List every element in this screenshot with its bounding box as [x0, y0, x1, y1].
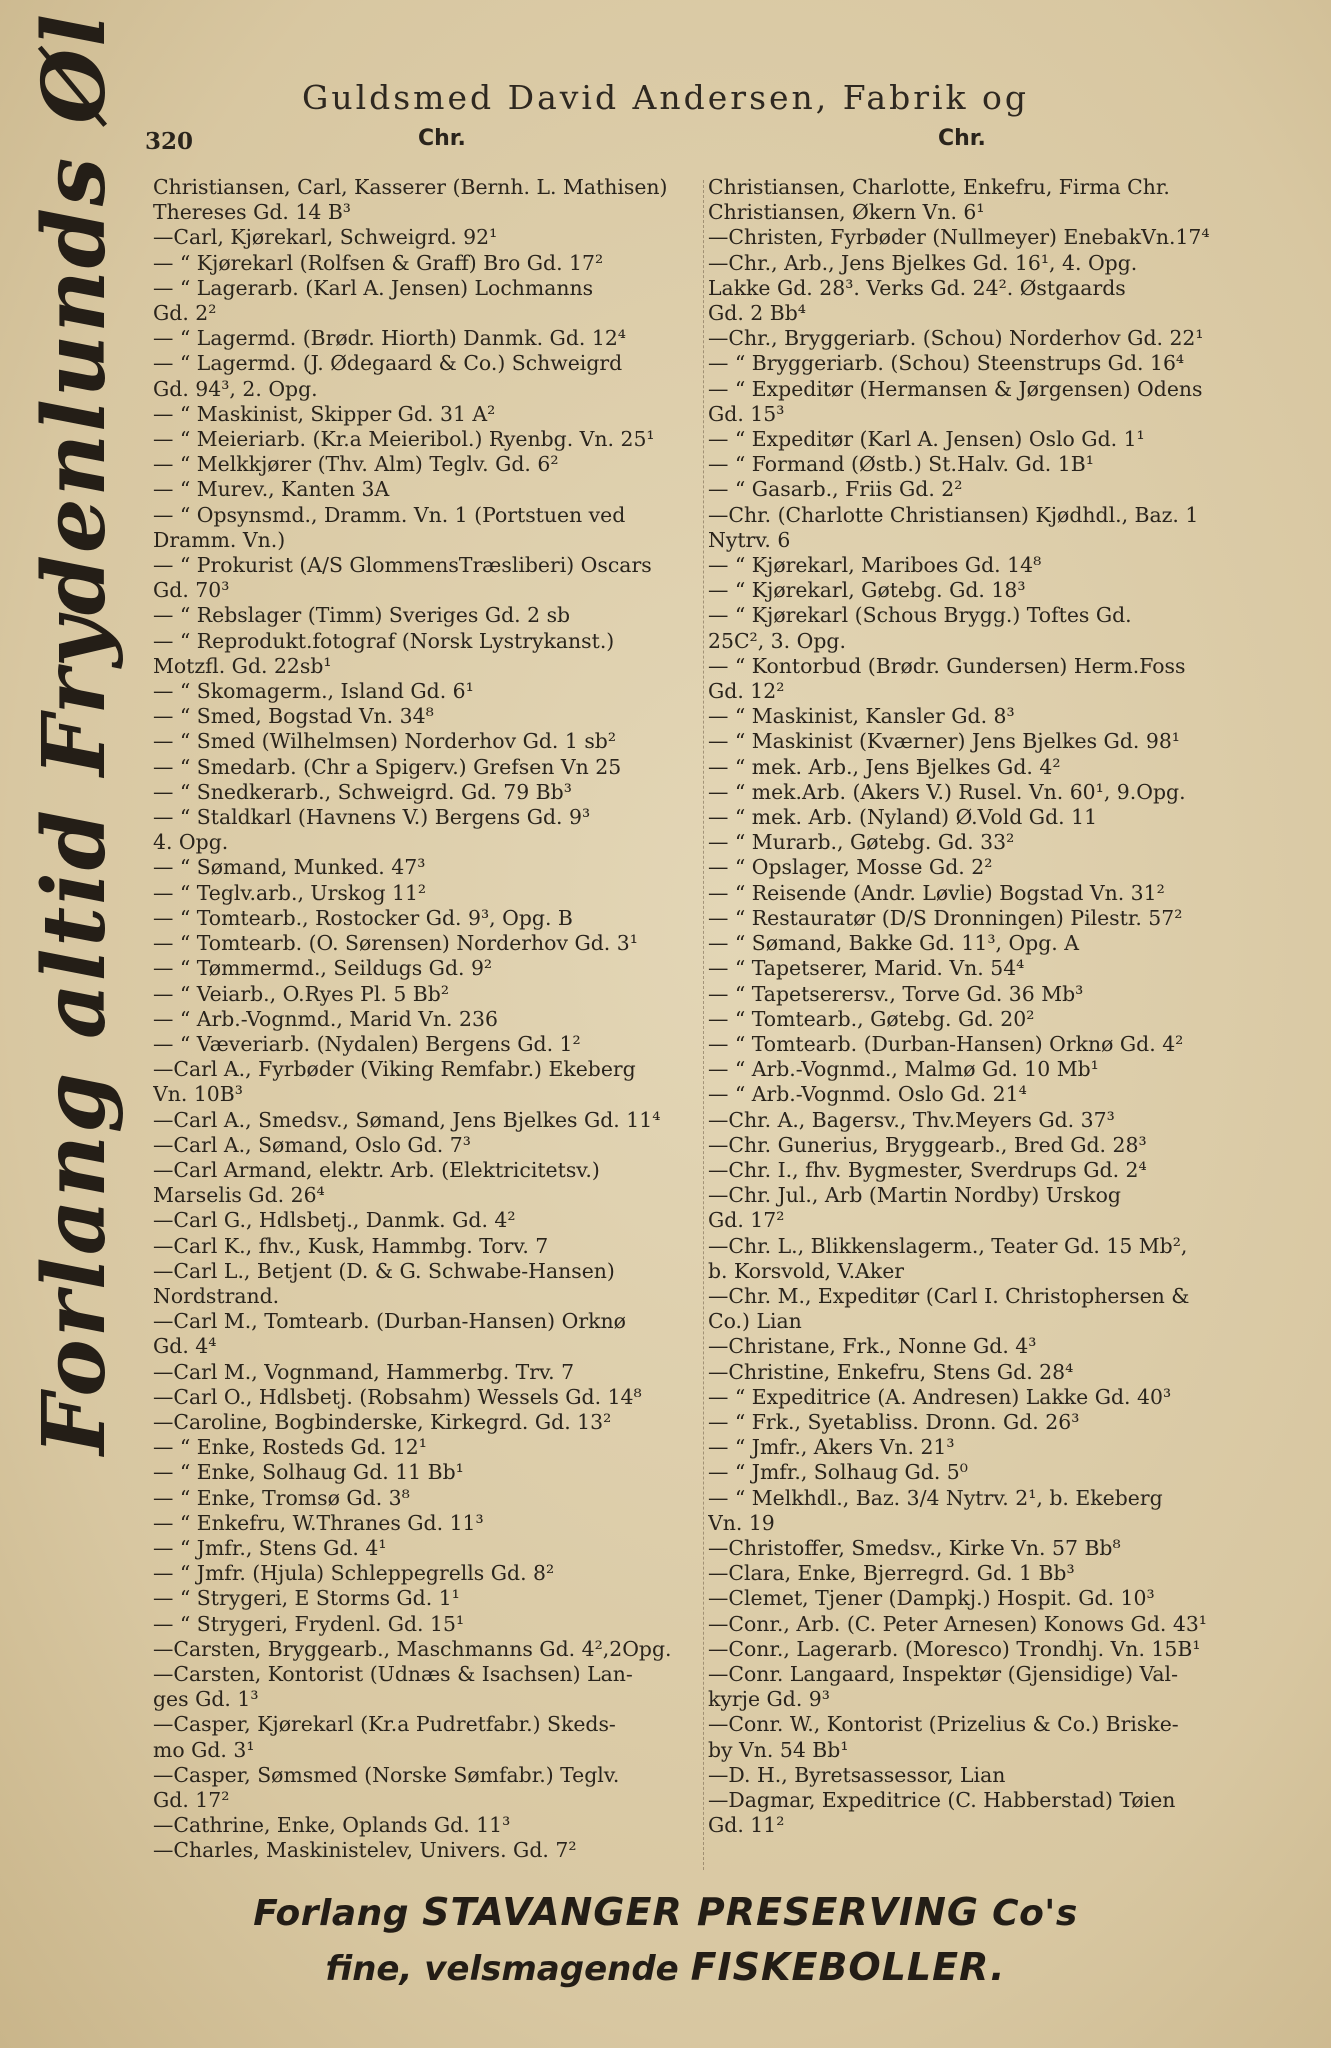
directory-entry: —Chr. M., Expeditør (Carl I. Christophersen & — [708, 1283, 1190, 1308]
directory-entry: — “ Kontorbud (Brødr. Gundersen) Herm.Foss — [708, 653, 1186, 678]
footer-ad-product: FISKEBOLLER. — [690, 1945, 1006, 1989]
directory-entry: Vn. 19 — [708, 1510, 775, 1535]
directory-entry: — “ Murev., Kanten 3A — [153, 477, 390, 502]
directory-entry: —Carl A., Fyrbøder (Viking Remfabr.) Ekeberg — [153, 1057, 636, 1082]
directory-entry: —Dagmar, Expeditrice (C. Habberstad) Tøien — [708, 1788, 1176, 1812]
directory-entry: Gd. 15³ — [708, 401, 785, 426]
directory-entry: — “ Strygeri, E Storms Gd. 1¹ — [153, 1586, 460, 1611]
directory-entry: — “ Arb.-Vognmd. Oslo Gd. 21⁴ — [708, 1082, 1027, 1107]
directory-entry: —Charles, Maskinistelev, Univers. Gd. 7² — [153, 1838, 577, 1863]
directory-entry: — “ Væveriarb. (Nydalen) Bergens Gd. 1² — [153, 1031, 581, 1056]
directory-entry: — “ Maskinist (Kværner) Jens Bjelkes Gd. 98¹ — [708, 729, 1180, 754]
directory-entry: —Carsten, Bryggearb., Maschmanns Gd. 4²,2Opg. — [153, 1636, 672, 1661]
directory-entry: —Chr., Arb., Jens Bjelkes Gd. 16¹, 4. Opg. — [708, 250, 1138, 275]
directory-entry: — “ Tømmermd., Seildugs Gd. 9² — [153, 956, 493, 981]
directory-entry: Christiansen, Charlotte, Enkefru, Firma Chr. — [708, 175, 1170, 199]
directory-entry: —D. H., Byretsassessor, Lian — [708, 1762, 1006, 1787]
directory-entry: — “ Melkhdl., Baz. 3/4 Nytrv. 2¹, b. Ekeberg — [708, 1485, 1163, 1510]
directory-entry: Motzfl. Gd. 22sb¹ — [153, 653, 332, 678]
directory-entry: — “ Tapetserersv., Torve Gd. 36 Mb³ — [708, 981, 1084, 1006]
directory-entry: — “ mek. Arb. (Nyland) Ø.Vold Gd. 11 — [708, 805, 1098, 830]
running-header: Guldsmed David Andersen, Fabrik og — [301, 78, 1030, 117]
directory-entry: — “ Jmfr. (Hjula) Schleppegrells Gd. 8² — [153, 1561, 555, 1586]
directory-entry: — “ Prokurist (A/S GlommensTræsliberi) Oscars — [153, 553, 652, 578]
directory-entry: — “ Jmfr., Solhaug Gd. 5⁰ — [708, 1460, 968, 1485]
directory-entry: Gd. 94³, 2. Opg. — [153, 376, 318, 401]
directory-entry: b. Korsvold, V.Aker — [708, 1258, 905, 1283]
footer-ad-line-2-lead: fine, velsmagende — [325, 1949, 691, 1989]
directory-entry: — “ Murarb., Gøtebg. Gd. 33² — [708, 830, 1015, 855]
directory-entry: — “ Expeditør (Karl A. Jensen) Oslo Gd. 1¹ — [708, 427, 1145, 452]
directory-entry: Gd. 70³ — [153, 578, 230, 603]
left-column-heading: Chr. — [418, 126, 466, 151]
directory-entry: — “ Strygeri, Frydenl. Gd. 15¹ — [153, 1611, 465, 1636]
directory-entry: — “ Smedarb. (Chr a Spigerv.) Grefsen Vn 25 — [153, 754, 622, 779]
directory-entry: — “ Reprodukt.fotograf (Norsk Lystrykanst.) — [153, 628, 615, 653]
directory-entry: —Chr. I., fhv. Bygmester, Sverdrups Gd. 2⁴ — [708, 1157, 1147, 1182]
directory-entry: Nytrv. 6 — [708, 527, 791, 552]
directory-entry: —Carl G., Hdlsbetj., Danmk. Gd. 4² — [153, 1208, 516, 1233]
page-number: 320 — [145, 128, 194, 155]
directory-entry: kyrje Gd. 9³ — [708, 1687, 830, 1712]
directory-entry: —Carl K., fhv., Kusk, Hammbg. Torv. 7 — [153, 1233, 549, 1258]
directory-entry: Gd. 17² — [708, 1208, 785, 1233]
directory-entry: —Conr., Lagerarb. (Moresco) Trondhj. Vn. 15B¹ — [708, 1636, 1201, 1661]
directory-entry: —Carl A., Sømand, Oslo Gd. 7³ — [153, 1132, 471, 1157]
directory-entry: ges Gd. 1³ — [153, 1687, 259, 1712]
directory-entry: — “ Maskinist, Kansler Gd. 8³ — [708, 704, 1015, 729]
directory-entry: —Christine, Enkefru, Stens Gd. 28⁴ — [708, 1359, 1074, 1384]
directory-entry: — “ Expeditør (Hermansen & Jørgensen) Odens — [708, 376, 1203, 401]
directory-entry: — “ Frk., Syetabliss. Dronn. Gd. 26³ — [708, 1409, 1080, 1434]
directory-entry: — “ Enke, Tromsø Gd. 3⁸ — [153, 1485, 410, 1510]
footer-ad-brand: STAVANGER PRESERVING — [422, 1890, 980, 1934]
directory-entry: — “ Opsynsmd., Dramm. Vn. 1 (Portstuen ved — [153, 502, 626, 527]
directory-entry: — “ Opslager, Mosse Gd. 2² — [708, 855, 993, 880]
directory-entry: —Casper, Kjørekarl (Kr.a Pudretfabr.) Skeds- — [153, 1712, 616, 1737]
directory-entry: mo Gd. 3¹ — [153, 1737, 255, 1762]
directory-entry: — “ Gasarb., Friis Gd. 2² — [708, 477, 963, 502]
directory-entry: — “ Kjørekarl, Mariboes Gd. 14⁸ — [708, 553, 1042, 578]
directory-entry: Christiansen, Carl, Kasserer (Bernh. L. Mathisen) — [153, 175, 668, 199]
directory-entry: Nordstrand. — [153, 1283, 280, 1308]
footer-ad-line-1 — [0, 1887, 1331, 1939]
directory-entry: 25C², 3. Opg. — [708, 628, 846, 653]
directory-entry: —Conr. Langaard, Inspektør (Gjensidige) Val- — [708, 1661, 1178, 1686]
directory-entry: —Chr. (Charlotte Christiansen) Kjødhdl., Baz. 1 — [708, 502, 1199, 527]
directory-entry: —Carl M., Vognmand, Hammerbg. Trv. 7 — [153, 1359, 575, 1384]
directory-entry: — “ Kjørekarl (Schous Brygg.) Toftes Gd. — [708, 603, 1132, 628]
directory-entry: — “ Smed, Bogstad Vn. 34⁸ — [153, 704, 434, 729]
directory-entry: — “ Arb.-Vognmd., Marid Vn. 236 — [153, 1006, 498, 1031]
directory-entry: — “ Formand (Østb.) St.Halv. Gd. 1B¹ — [708, 452, 1094, 477]
directory-entry: — “ Bryggeriarb. (Schou) Steenstrups Gd. 16⁴ — [708, 351, 1185, 376]
directory-entry: — “ Restauratør (D/S Dronningen) Pilestr. 57² — [708, 905, 1183, 930]
directory-entry: —Carl M., Tomtearb. (Durban-Hansen) Orknø — [153, 1309, 626, 1334]
directory-entry: — “ Veiarb., O.Ryes Pl. 5 Bb² — [153, 981, 450, 1006]
directory-entry: Gd. 4⁴ — [153, 1334, 217, 1359]
directory-entry: Gd. 12² — [708, 679, 785, 704]
directory-entry: —Chr. Jul., Arb (Martin Nordby) Urskog — [708, 1183, 1121, 1208]
directory-entry: —Clara, Enke, Bjerregrd. Gd. 1 Bb³ — [708, 1561, 1075, 1586]
directory-entry: Dramm. Vn.) — [153, 527, 286, 552]
right-column-heading: Chr. — [938, 126, 986, 151]
directory-entry: —Cathrine, Enke, Oplands Gd. 11³ — [153, 1813, 511, 1838]
directory-entry: — “ Meieriarb. (Kr.a Meieribol.) Ryenbg. Vn. 25¹ — [153, 427, 655, 452]
directory-entry: —Carl A., Smedsv., Sømand, Jens Bjelkes Gd. 11⁴ — [153, 1107, 661, 1132]
directory-entry: Vn. 10B³ — [153, 1082, 243, 1107]
directory-entry: — “ Kjørekarl (Rolfsen & Graff) Bro Gd. 17² — [153, 250, 604, 275]
directory-entry: — “ Tomtearb., Gøtebg. Gd. 20² — [708, 1006, 1035, 1031]
left-column — [153, 175, 698, 1864]
directory-entry: — “ Maskinist, Skipper Gd. 31 A² — [153, 401, 496, 426]
directory-entry: — “ Reisende (Andr. Løvlie) Bogstad Vn. 31² — [708, 880, 1165, 905]
directory-entry: Marselis Gd. 26⁴ — [153, 1183, 325, 1208]
directory-entry: —Caroline, Bogbinderske, Kirkegrd. Gd. 13² — [153, 1409, 612, 1434]
directory-entry: Lakke Gd. 28³. Verks Gd. 24². Østgaards — [708, 275, 1126, 300]
directory-entry: —Chr. L., Blikkenslagerm., Teater Gd. 15 Mb², — [708, 1233, 1188, 1258]
directory-entry: — “ Melkkjører (Thv. Alm) Teglv. Gd. 6² — [153, 452, 559, 477]
directory-entry: — “ Smed (Wilhelmsen) Norderhov Gd. 1 sb² — [153, 729, 617, 754]
directory-entry: Christiansen, Økern Vn. 6¹ — [708, 200, 985, 225]
directory-entry: — “ Enke, Rosteds Gd. 12¹ — [153, 1435, 427, 1460]
right-column — [708, 175, 1263, 1838]
directory-entry: — “ mek.Arb. (Akers V.) Rusel. Vn. 60¹, 9.Opg. — [708, 779, 1186, 804]
directory-entry: — “ Jmfr., Akers Vn. 21³ — [708, 1435, 955, 1460]
directory-entry: —Conr., Arb. (C. Peter Arnesen) Konows Gd. 43¹ — [708, 1611, 1207, 1636]
directory-entry: —Chr., Bryggeriarb. (Schou) Norderhov Gd. 22¹ — [708, 326, 1204, 351]
directory-entry: — “ Tomtearb. (Durban-Hansen) Orknø Gd. 4² — [708, 1031, 1184, 1056]
directory-entry: — “ Skomagerm., Island Gd. 6¹ — [153, 679, 474, 704]
directory-entry: — “ Arb.-Vognmd., Malmø Gd. 10 Mb¹ — [708, 1057, 1099, 1082]
directory-entry: —Christen, Fyrbøder (Nullmeyer) EnebakVn.17⁴ — [708, 225, 1210, 250]
directory-entry: — “ Sømand, Munked. 47³ — [153, 855, 426, 880]
footer-ad-line-1-tail: Co's — [979, 1893, 1078, 1934]
directory-entry: — “ Rebslager (Timm) Sveriges Gd. 2 sb — [153, 603, 571, 628]
directory-entry: — “ Lagermd. (Brødr. Hiorth) Danmk. Gd. 12⁴ — [153, 326, 626, 351]
directory-entry: Thereses Gd. 14 B³ — [153, 200, 351, 225]
directory-entry: —Conr. W., Kontorist (Prizelius & Co.) Briske- — [708, 1712, 1179, 1737]
directory-entry: — “ Sømand, Bakke Gd. 11³, Opg. A — [708, 931, 1079, 956]
directory-entry: Gd. 2 Bb⁴ — [708, 301, 806, 326]
directory-entry: —Clemet, Tjener (Dampkj.) Hospit. Gd. 10³ — [708, 1586, 1155, 1611]
directory-entry: Co.) Lian — [708, 1309, 802, 1334]
directory-entry: — “ Expeditrice (A. Andresen) Lakke Gd. 40³ — [708, 1384, 1172, 1409]
footer-ad-line-2 — [0, 1941, 1331, 1995]
directory-entry: —Carl O., Hdlsbetj. (Robsahm) Wessels Gd. 14⁸ — [153, 1384, 642, 1409]
column-divider — [703, 180, 705, 1870]
directory-entry: —Chr. Gunerius, Bryggearb., Bred Gd. 28³ — [708, 1132, 1147, 1157]
directory-entry: —Carl L., Betjent (D. & G. Schwabe-Hansen) — [153, 1258, 615, 1283]
directory-entry: — “ Staldkarl (Havnens V.) Bergens Gd. 9³ — [153, 805, 591, 830]
directory-entry: — “ Tapetserer, Marid. Vn. 54⁴ — [708, 956, 1025, 981]
directory-entry: —Christane, Frk., Nonne Gd. 4³ — [708, 1334, 1037, 1359]
directory-entry: Gd. 2² — [153, 301, 217, 326]
directory-entry: —Carl, Kjørekarl, Schweigrd. 92¹ — [153, 225, 498, 250]
directory-entry: —Casper, Sømsmed (Norske Sømfabr.) Teglv. — [153, 1762, 620, 1787]
directory-entry: — “ mek. Arb., Jens Bjelkes Gd. 4² — [708, 754, 1061, 779]
directory-entry: — “ Lagermd. (J. Ødegaard & Co.) Schweigrd — [153, 351, 623, 376]
directory-entry: — “ Snedkerarb., Schweigrd. Gd. 79 Bb³ — [153, 779, 572, 804]
directory-entry: — “ Enke, Solhaug Gd. 11 Bb¹ — [153, 1460, 464, 1485]
directory-entry: 4. Opg. — [153, 830, 229, 855]
directory-entry: Gd. 11² — [708, 1813, 785, 1838]
directory-entry: — “ Tomtearb., Rostocker Gd. 9³, Opg. B — [153, 905, 573, 930]
directory-entry: — “ Kjørekarl, Gøtebg. Gd. 18³ — [708, 578, 1026, 603]
directory-entry: — “ Teglv.arb., Urskog 11² — [153, 880, 427, 905]
directory-entry: —Christoffer, Smedsv., Kirke Vn. 57 Bb⁸ — [708, 1535, 1121, 1560]
directory-entry: — “ Enkefru, W.Thranes Gd. 11³ — [153, 1510, 484, 1535]
directory-entry: — “ Tomtearb. (O. Sørensen) Norderhov Gd. 3¹ — [153, 931, 638, 956]
directory-entry: —Carsten, Kontorist (Udnæs & Isachsen) Lan- — [153, 1661, 633, 1686]
directory-entry: —Carl Armand, elektr. Arb. (Elektricitetsv.) — [153, 1157, 600, 1182]
directory-entry: by Vn. 54 Bb¹ — [708, 1737, 849, 1762]
footer-ad-line-1-lead: Forlang — [253, 1893, 423, 1934]
directory-entry: — “ Lagerarb. (Karl A. Jensen) Lochmanns — [153, 275, 594, 300]
directory-entry: — “ Jmfr., Stens Gd. 4¹ — [153, 1535, 387, 1560]
side-advertisement: Forlang altid Frydenlunds Øl — [24, 12, 125, 1455]
directory-entry: Gd. 17² — [153, 1788, 230, 1812]
footer-advertisement — [0, 1887, 1331, 1995]
directory-entry: —Chr. A., Bagersv., Thv.Meyers Gd. 37³ — [708, 1107, 1115, 1132]
